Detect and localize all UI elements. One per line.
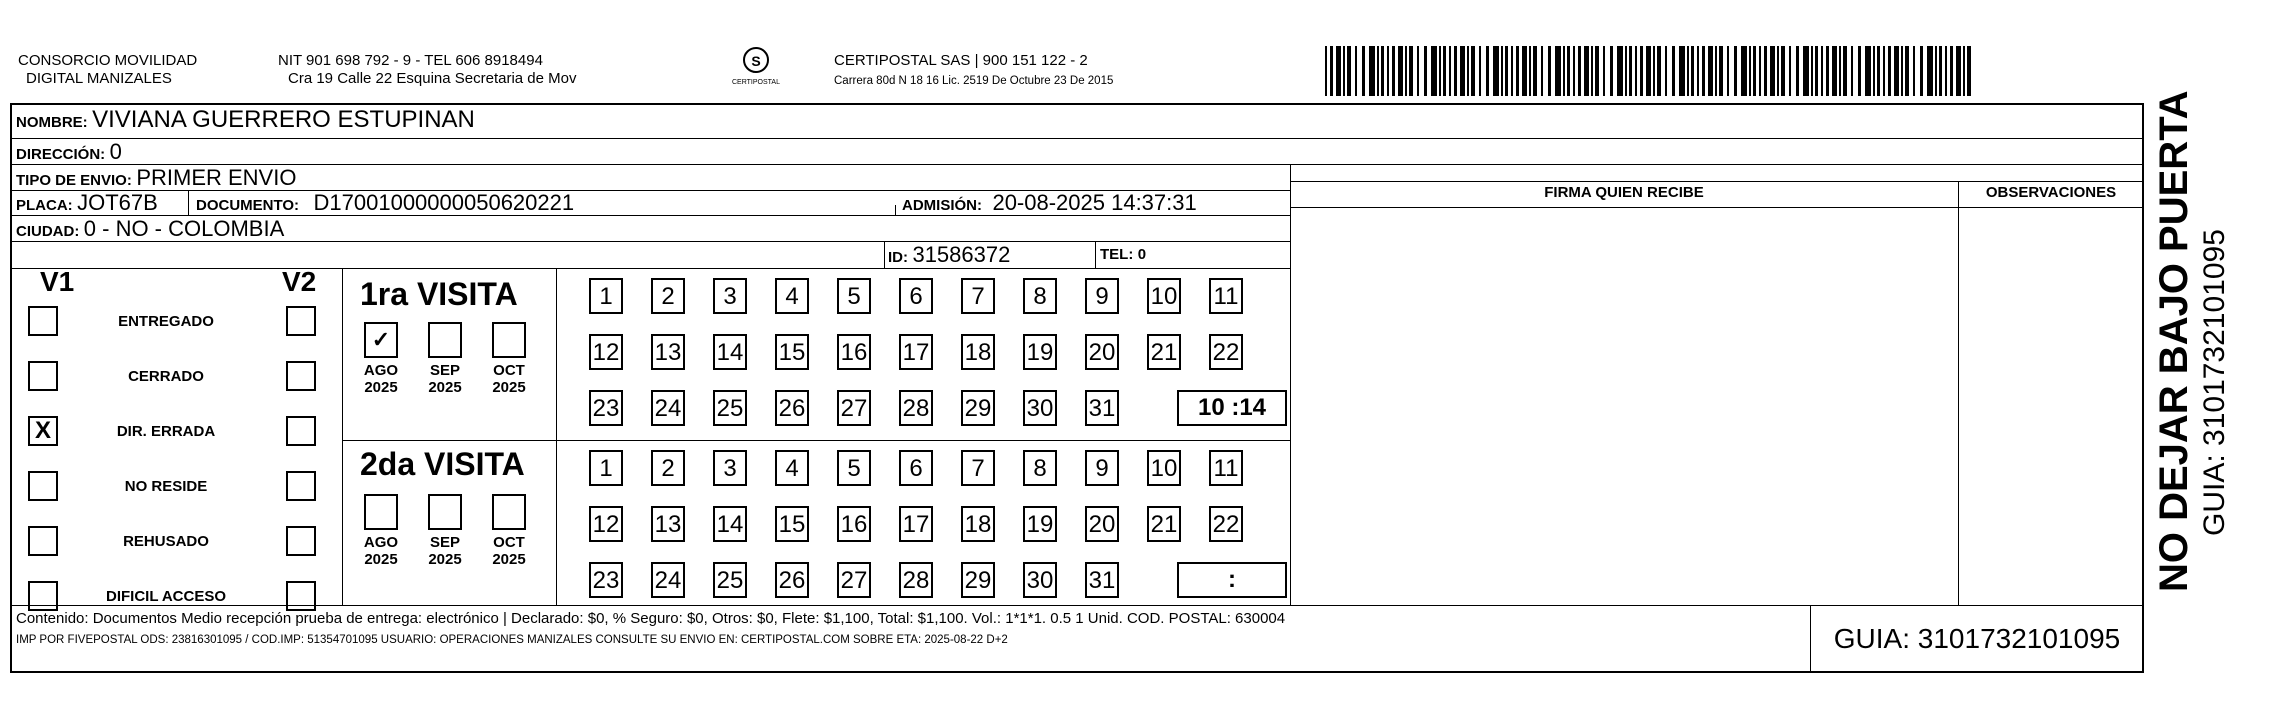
barcode-bar xyxy=(1603,46,1605,96)
second-visit-month-checkbox[interactable] xyxy=(428,494,462,530)
barcode-bar xyxy=(1939,46,1942,96)
firma-label: FIRMA QUIEN RECIBE xyxy=(1544,184,1704,201)
barcode-bar xyxy=(1715,46,1717,96)
second-visit-month-checkbox[interactable] xyxy=(492,494,526,530)
first-visit-day-box[interactable]: 14 xyxy=(713,334,747,370)
barcode-bar xyxy=(1454,46,1457,96)
first-visit-day-box[interactable]: 12 xyxy=(589,334,623,370)
id-value: 31586372 xyxy=(912,242,1011,267)
barcode-bar xyxy=(1753,46,1756,96)
svg-text:S: S xyxy=(751,53,761,69)
barcode-bar xyxy=(1501,46,1503,96)
barcode-bar xyxy=(1610,46,1613,96)
second-visit-day-box[interactable]: 7 xyxy=(961,450,995,486)
barcode-bar xyxy=(1443,46,1446,96)
barcode-bar xyxy=(1471,46,1475,96)
barcode-bar xyxy=(1529,46,1531,96)
barcode-bar xyxy=(1330,46,1333,96)
barcode-bar xyxy=(1533,46,1537,96)
barcode-bar xyxy=(1392,46,1395,96)
first-visit-month-label: SEP 2025 xyxy=(428,362,462,396)
first-visit-day-box[interactable]: 5 xyxy=(837,278,871,314)
first-visit-day-box[interactable]: 29 xyxy=(961,390,995,426)
second-visit-day-box[interactable]: 23 xyxy=(589,562,623,598)
barcode-bar xyxy=(1727,46,1729,96)
barcode-bar xyxy=(1591,46,1593,96)
v2-checkbox[interactable] xyxy=(286,306,316,336)
guia-vertical-text: GUIA: 3101732101095 xyxy=(2198,229,2231,536)
barcode-bar xyxy=(1369,46,1375,96)
second-visit-day-box[interactable]: 20 xyxy=(1085,506,1119,542)
first-visit-day-box[interactable]: 3 xyxy=(713,278,747,314)
second-visit-day-box[interactable]: 10 xyxy=(1147,450,1181,486)
barcode-bar xyxy=(1865,46,1871,96)
barcode-bar xyxy=(1920,46,1923,96)
reason-label: REHUSADO xyxy=(123,533,209,550)
barcode-bar xyxy=(1336,46,1341,96)
barcode-bar xyxy=(1877,46,1880,96)
placa-value: JOT67B xyxy=(77,190,158,215)
barcode-bar xyxy=(1505,46,1508,96)
barcode-bar xyxy=(1734,46,1737,96)
first-visit-time-box[interactable]: 10 :14 xyxy=(1177,390,1287,426)
second-visit-day-box[interactable]: 5 xyxy=(837,450,871,486)
barcode-bar xyxy=(1749,46,1751,96)
barcode-bar xyxy=(1945,46,1947,96)
first-visit-day-box[interactable]: 21 xyxy=(1147,334,1181,370)
barcode-bar xyxy=(1493,46,1499,96)
tipo-envio-value: PRIMER ENVIO xyxy=(136,165,297,190)
first-visit-day-box[interactable]: 30 xyxy=(1023,390,1057,426)
second-visit-day-box[interactable]: 29 xyxy=(961,562,995,598)
second-visit-day-box[interactable]: 18 xyxy=(961,506,995,542)
barcode-bar xyxy=(1657,46,1661,96)
id-field: ID: 31586372 xyxy=(888,242,1011,267)
barcode-bar xyxy=(1843,46,1847,96)
first-visit-day-box[interactable]: 22 xyxy=(1209,334,1243,370)
second-visit-day-box[interactable]: 31 xyxy=(1085,562,1119,598)
observaciones-label: OBSERVACIONES xyxy=(1985,184,2117,201)
barcode-bar xyxy=(1431,46,1437,96)
barcode-bar xyxy=(1511,46,1513,96)
barcode-bar xyxy=(1894,46,1899,96)
second-visit-day-box[interactable]: 8 xyxy=(1023,450,1057,486)
tel-value: 0 xyxy=(1137,246,1147,263)
barcode-bar xyxy=(1343,46,1345,96)
first-visit-month-label: OCT 2025 xyxy=(492,362,526,396)
direccion-field: DIRECCIÓN: 0 xyxy=(16,139,122,164)
first-visit-day-box[interactable]: 2 xyxy=(651,278,685,314)
v2-checkbox[interactable] xyxy=(286,581,316,611)
barcode-bar xyxy=(1759,46,1761,96)
barcode-bar xyxy=(1796,46,1799,96)
first-visit-title: 1ra VISITA xyxy=(360,276,518,312)
v1-checkbox[interactable] xyxy=(28,306,58,336)
barcode-bar xyxy=(1803,46,1809,96)
second-visit-day-box[interactable]: 25 xyxy=(713,562,747,598)
content-line: Contenido: Documentos Medio recepción prueba de entrega: electrónico | Declarado: $0, % Seguro: $0, Otros: $0, Flete: $1,100, Total: $1,100. Vol.: 1*1*1. 0.5 1 Unid. COD. POSTAL: 630004 xyxy=(16,610,1286,627)
barcode-bar xyxy=(1883,46,1885,96)
company-name-line2: DIGITAL MANIZALES xyxy=(26,70,172,87)
barcode-bar xyxy=(1467,46,1469,96)
imp-line: IMP POR FIVEPOSTAL ODS: 23816301095 / COD.IMP: 51354701095 USUARIO: OPERACIONES MANIZALES CONSULTE SU ENVIO EN: CERTIPOSTAL.COM SOBRE ETA: 2025-08-22 D+2 xyxy=(16,634,1008,646)
first-visit-day-box[interactable]: 19 xyxy=(1023,334,1057,370)
second-visit-month-label: SEP 2025 xyxy=(428,534,462,568)
documento-value: D17001000000050620221 xyxy=(313,190,575,215)
v1-checkbox[interactable] xyxy=(28,581,58,611)
barcode-bar xyxy=(1789,46,1791,96)
first-visit-day-box[interactable]: 15 xyxy=(775,334,809,370)
barcode-bar xyxy=(1479,46,1481,96)
v2-checkbox[interactable] xyxy=(286,361,316,391)
first-visit-day-box[interactable]: 4 xyxy=(775,278,809,314)
admision-value: 20-08-2025 14:37:31 xyxy=(992,190,1197,215)
ciudad-field: CIUDAD: 0 - NO - COLOMBIA xyxy=(16,216,285,241)
first-visit-day-box[interactable]: 26 xyxy=(775,390,809,426)
v2-checkbox[interactable] xyxy=(286,471,316,501)
v1-checkbox[interactable] xyxy=(28,471,58,501)
v2-checkbox[interactable] xyxy=(286,416,316,446)
barcode-bar xyxy=(1516,46,1519,96)
barcode-bar xyxy=(1687,46,1689,96)
second-visit-day-box[interactable]: 9 xyxy=(1085,450,1119,486)
second-visit-day-box[interactable]: 27 xyxy=(837,562,871,598)
reason-label: NO RESIDE xyxy=(124,478,208,495)
barcode-bar xyxy=(1702,46,1705,96)
second-visit-day-box[interactable]: 21 xyxy=(1147,506,1181,542)
second-visit-day-box[interactable]: 11 xyxy=(1209,450,1243,486)
barcode-bar xyxy=(1691,46,1694,96)
barcode-bar xyxy=(1541,46,1543,96)
v2-checkbox[interactable] xyxy=(286,526,316,556)
second-visit-day-box[interactable]: 19 xyxy=(1023,506,1057,542)
barcode-bar xyxy=(1950,46,1953,96)
second-visit-day-box[interactable]: 30 xyxy=(1023,562,1057,598)
barcode-bar xyxy=(1873,46,1875,96)
barcode-bar xyxy=(1629,46,1632,96)
barcode-bar xyxy=(1555,46,1561,96)
barcode-bar xyxy=(1439,46,1441,96)
barcode-bar xyxy=(1781,46,1785,96)
barcode-bar xyxy=(1362,46,1365,96)
barcode-bar xyxy=(1741,46,1747,96)
barcode-bar xyxy=(1409,46,1413,96)
direccion-value: 0 xyxy=(109,139,122,164)
barcode-bar xyxy=(1325,46,1327,96)
barcode-bar xyxy=(1770,46,1775,96)
first-visit-day-box[interactable]: 27 xyxy=(837,390,871,426)
barcode-bar xyxy=(1640,46,1643,96)
second-visit-title: 2da VISITA xyxy=(360,446,525,482)
reason-label: ENTREGADO xyxy=(118,313,214,330)
barcode-bar xyxy=(1679,46,1685,96)
second-visit-month-checkbox[interactable] xyxy=(364,494,398,530)
barcode-bar xyxy=(1381,46,1384,96)
barcode-bar xyxy=(1646,46,1651,96)
barcode-bar xyxy=(1905,46,1909,96)
barcode-bar xyxy=(1460,46,1465,96)
second-visit-day-box[interactable]: 22 xyxy=(1209,506,1243,542)
second-visit-day-box[interactable]: 13 xyxy=(651,506,685,542)
carrier-line1: CERTIPOSTAL SAS | 900 151 122 - 2 xyxy=(834,52,1088,69)
barcode-bar xyxy=(1578,46,1581,96)
first-visit-day-box[interactable]: 18 xyxy=(961,334,995,370)
v2-header: V2 xyxy=(282,266,317,297)
second-visit-day-box[interactable]: 6 xyxy=(899,450,933,486)
barcode-bar xyxy=(1449,46,1451,96)
v1-checkbox[interactable] xyxy=(28,361,58,391)
second-visit-day-box[interactable]: 14 xyxy=(713,506,747,542)
first-visit-day-box[interactable]: 9 xyxy=(1085,278,1119,314)
barcode-bar xyxy=(1387,46,1389,96)
barcode-bar xyxy=(1672,46,1675,96)
second-visit-month-label: OCT 2025 xyxy=(492,534,526,568)
barcode-bar xyxy=(1617,46,1623,96)
guia-box: GUIA: 3101732101095 xyxy=(1833,623,2121,654)
first-visit-day-box[interactable]: 8 xyxy=(1023,278,1057,314)
barcode-bar xyxy=(1963,46,1965,96)
nombre-field: NOMBRE: VIVIANA GUERRERO ESTUPINAN xyxy=(16,106,475,133)
first-visit-day-box[interactable]: 11 xyxy=(1209,278,1243,314)
second-visit-day-box[interactable]: 16 xyxy=(837,506,871,542)
second-visit-day-box[interactable]: 26 xyxy=(775,562,809,598)
barcode-bar xyxy=(1913,46,1915,96)
barcode-bar xyxy=(1405,46,1407,96)
barcode-bar xyxy=(1486,46,1489,96)
second-visit-day-box[interactable]: 24 xyxy=(651,562,685,598)
barcode-bar xyxy=(1625,46,1627,96)
second-visit-day-box[interactable]: 2 xyxy=(651,450,685,486)
barcode-bar xyxy=(1573,46,1575,96)
barcode-bar xyxy=(1927,46,1933,96)
barcode-bar xyxy=(1377,46,1379,96)
no-dejar-text: NO DEJAR BAJO PUERTA xyxy=(2152,90,2196,592)
documento-field: DOCUMENTO: D17001000000050620221 xyxy=(196,190,575,215)
svg-text:CERTIPOSTAL: CERTIPOSTAL xyxy=(732,79,780,86)
barcode-bar xyxy=(1563,46,1565,96)
first-visit-day-box[interactable]: 7 xyxy=(961,278,995,314)
barcode-bar xyxy=(1697,46,1699,96)
carrier-line2: Carrera 80d N 18 16 Lic. 2519 De Octubre 23 De 2015 xyxy=(834,75,1114,87)
barcode-bar xyxy=(1665,46,1667,96)
v1-checkbox[interactable]: X xyxy=(28,416,58,446)
nit-line: NIT 901 698 792 - 9 - TEL 606 8918494 xyxy=(278,52,543,69)
barcode-bar xyxy=(1832,46,1837,96)
reason-label: DIFICIL ACCESO xyxy=(105,588,226,605)
barcode-bar xyxy=(1635,46,1637,96)
first-visit-day-box[interactable]: 23 xyxy=(589,390,623,426)
barcode-bar xyxy=(1595,46,1599,96)
second-visit-day-box[interactable]: 28 xyxy=(899,562,933,598)
barcode-bar xyxy=(1567,46,1570,96)
first-visit-day-box[interactable]: 31 xyxy=(1085,390,1119,426)
second-visit-day-box[interactable]: 12 xyxy=(589,506,623,542)
barcode-bar xyxy=(1815,46,1818,96)
barcode-bar xyxy=(1839,46,1841,96)
first-visit-day-box[interactable]: 20 xyxy=(1085,334,1119,370)
barcode-bar xyxy=(1811,46,1813,96)
company-name-line1: CONSORCIO MOVILIDAD xyxy=(18,52,198,69)
ciudad-value: 0 - NO - COLOMBIA xyxy=(83,216,285,241)
tel-field: TEL: 0 xyxy=(1100,246,1147,263)
first-visit-month-checkbox[interactable]: ✓ xyxy=(364,322,398,358)
barcode-bar xyxy=(1417,46,1419,96)
barcode-bar xyxy=(1719,46,1723,96)
admision-field: ADMISIÓN: 20-08-2025 14:37:31 xyxy=(902,190,1197,215)
address-line: Cra 19 Calle 22 Esquina Secretaria de Mov xyxy=(288,70,577,87)
barcode-bar xyxy=(1956,46,1961,96)
barcode-bar xyxy=(1821,46,1823,96)
second-visit-month-label: AGO 2025 xyxy=(363,534,399,568)
first-visit-day-box[interactable]: 13 xyxy=(651,334,685,370)
second-visit-time-box[interactable]: : xyxy=(1177,562,1287,598)
barcode-bar xyxy=(1826,46,1829,96)
barcode-bar xyxy=(1777,46,1779,96)
first-visit-month-checkbox[interactable] xyxy=(428,322,462,358)
barcode-bar xyxy=(1888,46,1891,96)
barcode-bar xyxy=(1901,46,1903,96)
barcode-bar xyxy=(1858,46,1861,96)
certipostal-logo-icon xyxy=(728,46,784,90)
first-visit-day-box[interactable]: 25 xyxy=(713,390,747,426)
barcode-icon xyxy=(1325,46,1985,98)
barcode-bar xyxy=(1398,46,1403,96)
v1-checkbox[interactable] xyxy=(28,526,58,556)
second-visit-day-box[interactable]: 4 xyxy=(775,450,809,486)
first-visit-day-box[interactable]: 10 xyxy=(1147,278,1181,314)
first-visit-day-box[interactable]: 16 xyxy=(837,334,871,370)
placa-field: PLACA: JOT67B xyxy=(16,190,158,215)
reason-label: CERRADO xyxy=(128,368,204,385)
barcode-bar xyxy=(1424,46,1427,96)
second-visit-day-box[interactable]: 15 xyxy=(775,506,809,542)
barcode-bar xyxy=(1935,46,1937,96)
barcode-bar xyxy=(1584,46,1589,96)
second-visit-day-box[interactable]: 17 xyxy=(899,506,933,542)
barcode-bar xyxy=(1708,46,1713,96)
first-visit-day-box[interactable]: 6 xyxy=(899,278,933,314)
first-visit-day-box[interactable]: 28 xyxy=(899,390,933,426)
barcode-bar xyxy=(1522,46,1527,96)
second-visit-day-box[interactable]: 3 xyxy=(713,450,747,486)
second-visit-day-box[interactable]: 1 xyxy=(589,450,623,486)
first-visit-day-box[interactable]: 17 xyxy=(899,334,933,370)
first-visit-day-box[interactable]: 1 xyxy=(589,278,623,314)
barcode-bar xyxy=(1548,46,1551,96)
barcode-bar xyxy=(1967,46,1971,96)
barcode-bar xyxy=(1355,46,1357,96)
barcode-bar xyxy=(1347,46,1351,96)
first-visit-month-label: AGO 2025 xyxy=(363,362,399,396)
v1-header: V1 xyxy=(40,266,75,297)
tipo-envio-field: TIPO DE ENVIO: PRIMER ENVIO xyxy=(16,165,297,190)
barcode-bar xyxy=(1764,46,1767,96)
reason-label: DIR. ERRADA xyxy=(116,423,216,440)
barcode-bar xyxy=(1653,46,1655,96)
first-visit-day-box[interactable]: 24 xyxy=(651,390,685,426)
first-visit-month-checkbox[interactable] xyxy=(492,322,526,358)
nombre-value: VIVIANA GUERRERO ESTUPINAN xyxy=(92,106,475,133)
barcode-bar xyxy=(1851,46,1853,96)
